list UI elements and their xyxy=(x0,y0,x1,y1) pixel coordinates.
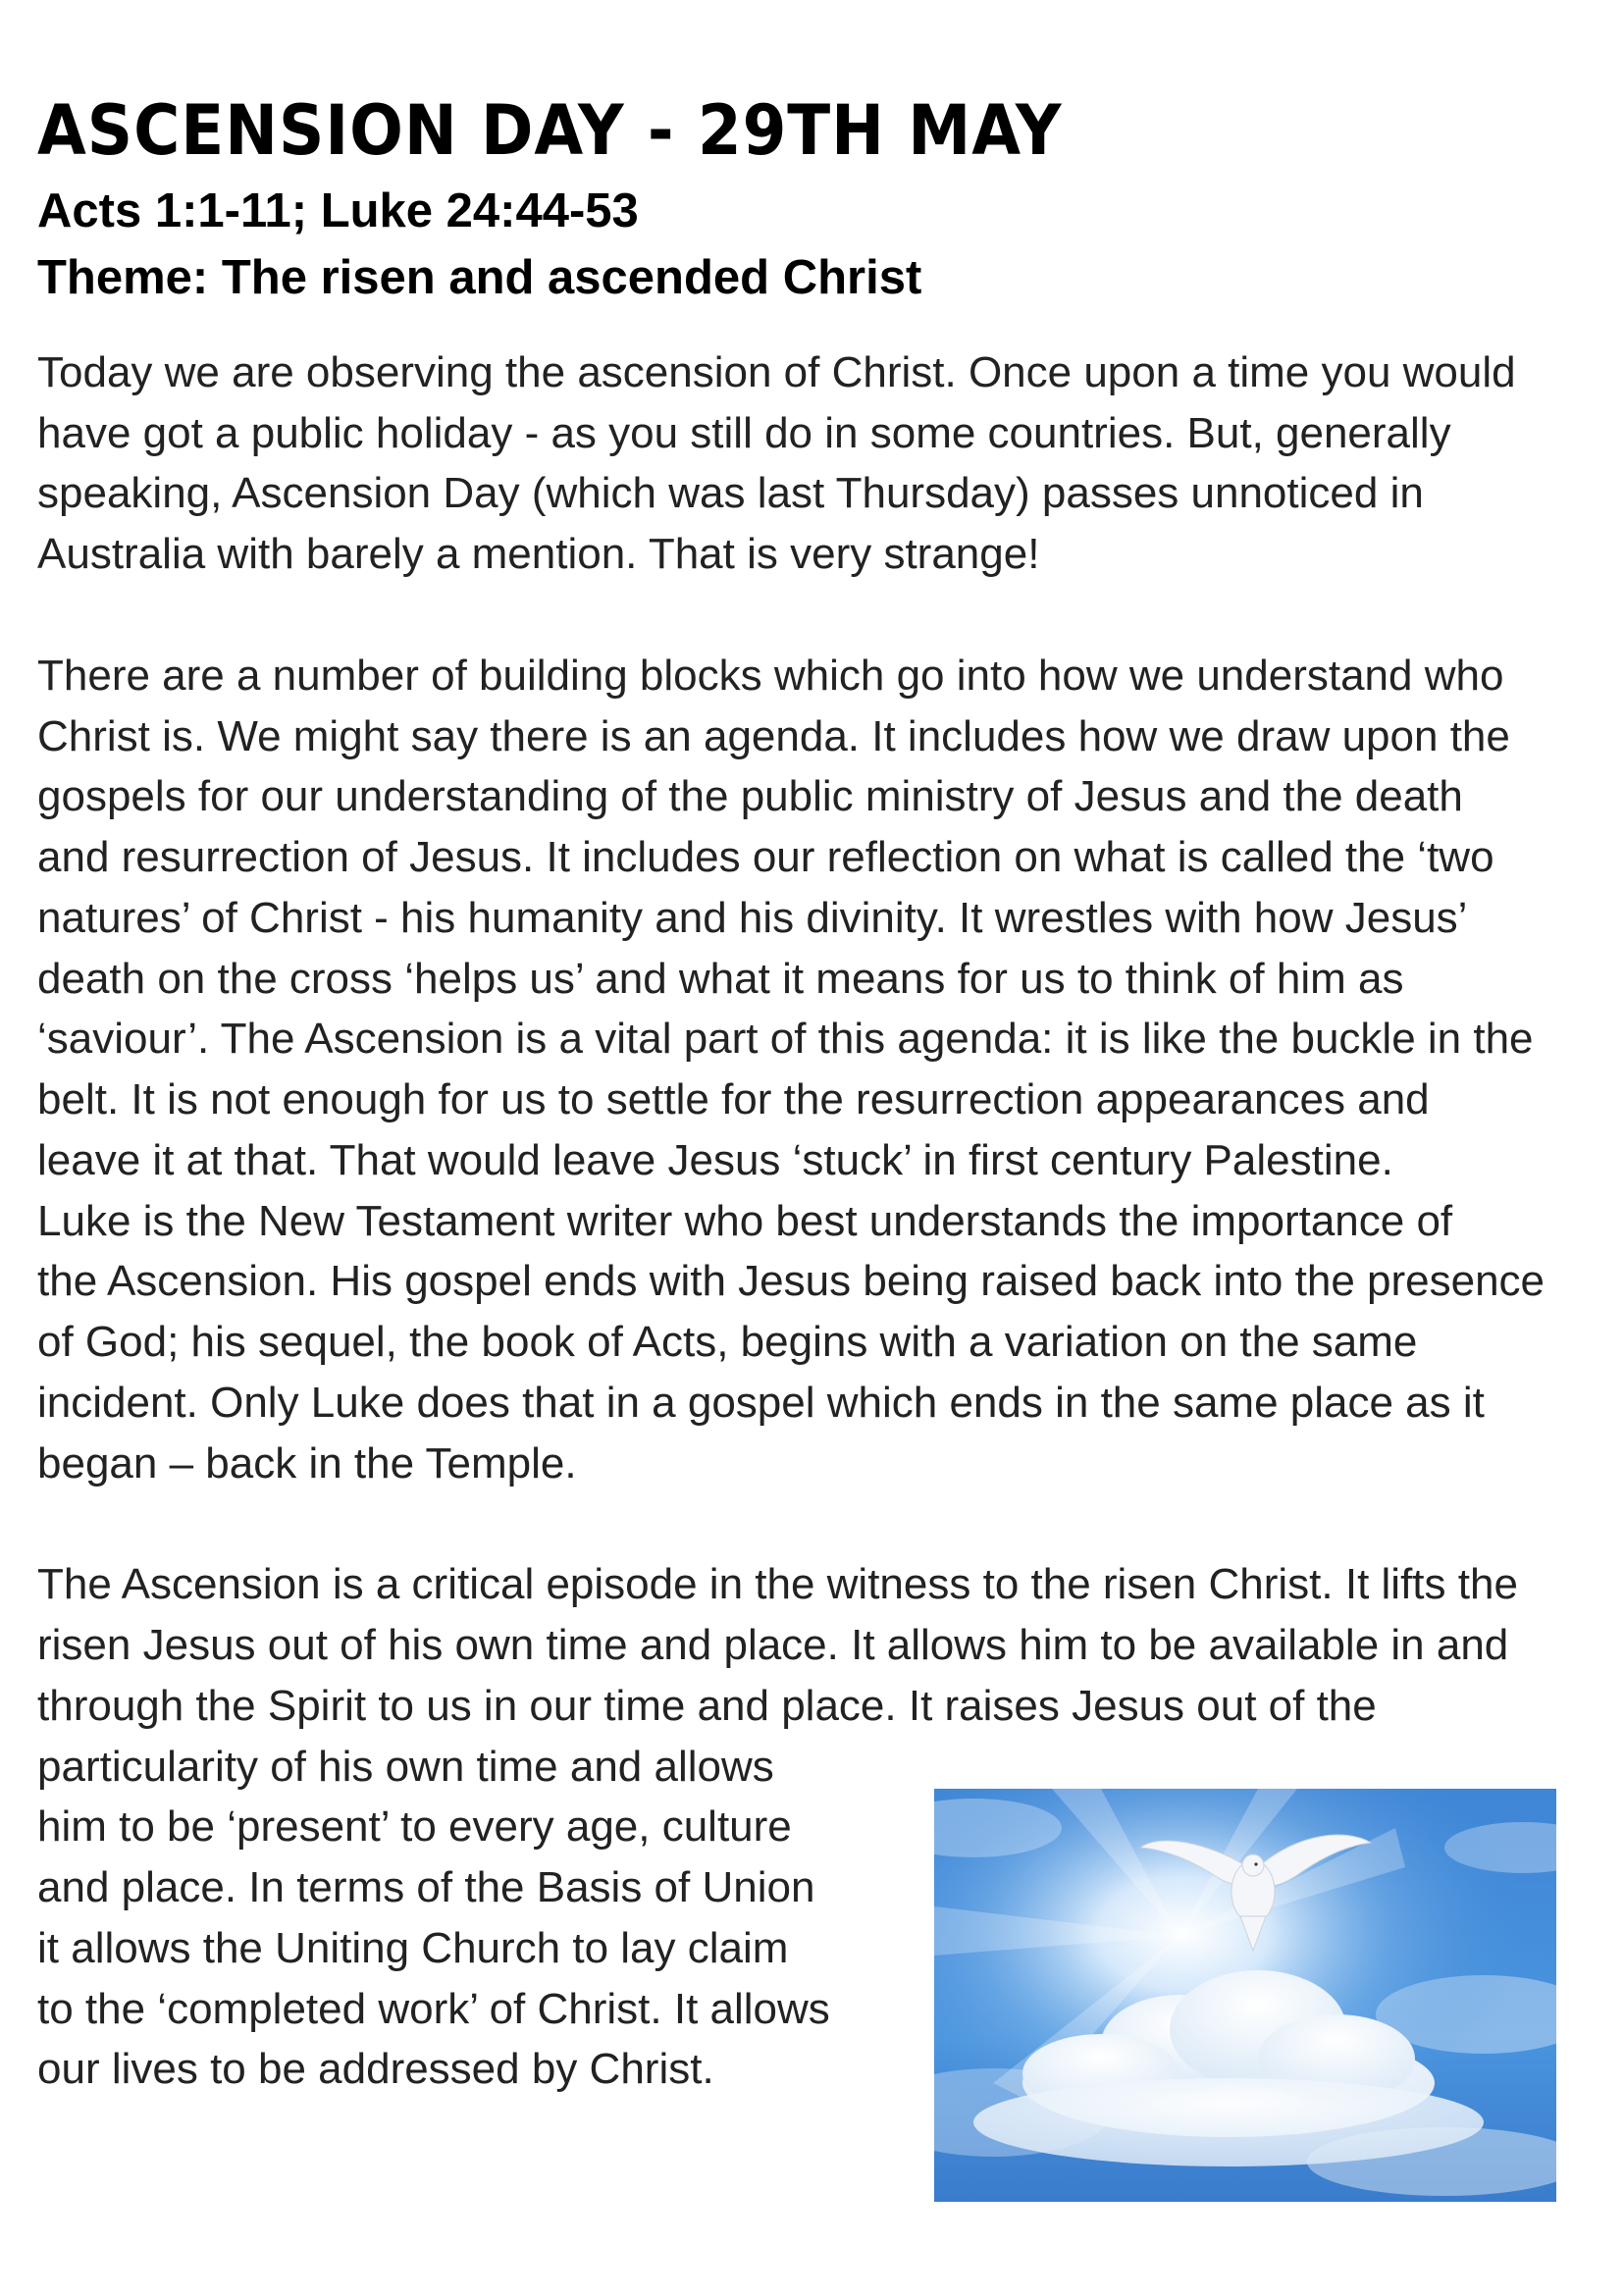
body-line: particularity of his own time and allows xyxy=(37,1743,774,1791)
dove-sky-illustration xyxy=(934,1789,1556,2202)
body-line: death on the cross ‘helps us’ and what it means for us to think of him as xyxy=(37,955,1404,1003)
body-line: Australia with barely a mention. That is very strange! xyxy=(37,530,1040,578)
body-line: of God; his sequel, the book of Acts, begins with a variation on the same xyxy=(37,1318,1418,1366)
body-line: There are a number of building blocks which go into how we understand who xyxy=(37,652,1504,700)
body-line: Luke is the New Testament writer who best understands the importance of xyxy=(37,1197,1453,1245)
theme-heading: Theme: The risen and ascended Christ xyxy=(37,251,922,304)
body-line: belt. It is not enough for us to settle for the resurrection appearances and xyxy=(37,1075,1430,1123)
body-line: incident. Only Luke does that in a gospel which ends in the same place as it xyxy=(37,1379,1485,1427)
body-line: leave it at that. That would leave Jesus ‘stuck’ in first century Palestine. xyxy=(37,1136,1393,1184)
body-line: began – back in the Temple. xyxy=(37,1439,577,1487)
page-title: ASCENSION DAY - 29TH MAY xyxy=(37,90,1063,171)
body-line: the Ascension. His gospel ends with Jesus being raised back into the presence xyxy=(37,1257,1545,1305)
body-line: through the Spirit to us in our time and place. It raises Jesus out of the xyxy=(37,1682,1377,1730)
body-line: speaking, Ascension Day (which was last Thursday) passes unnoticed in xyxy=(37,469,1424,517)
body-line: and place. In terms of the Basis of Union xyxy=(37,1863,815,1911)
body-line: natures’ of Christ - his humanity and his divinity. It wrestles with how Jesus’ xyxy=(37,894,1468,942)
dove-sky-photo xyxy=(934,1789,1556,2202)
body-line: to the ‘completed work’ of Christ. It allows xyxy=(37,1985,830,2033)
body-line: our lives to be addressed by Christ. xyxy=(37,2045,714,2093)
body-line: gospels for our understanding of the public ministry of Jesus and the death xyxy=(37,772,1463,820)
body-line: it allows the Uniting Church to lay claim xyxy=(37,1924,789,1972)
body-line: The Ascension is a critical episode in the witness to the risen Christ. It lifts the xyxy=(37,1560,1518,1608)
body-line: and resurrection of Jesus. It includes our reflection on what is called the ‘two xyxy=(37,833,1494,881)
body-line: have got a public holiday - as you still do in some countries. But, generally xyxy=(37,409,1451,457)
body-line: ‘saviour’. The Ascension is a vital part of this agenda: it is like the buckle in the xyxy=(37,1015,1534,1063)
body-line: Christ is. We might say there is an agenda. It includes how we draw upon the xyxy=(37,712,1510,760)
body-line: Today we are observing the ascension of Christ. Once upon a time you would xyxy=(37,348,1516,396)
body-line: him to be ‘present’ to every age, culture xyxy=(37,1802,792,1851)
scripture-reference: Acts 1:1-11; Luke 24:44-53 xyxy=(37,184,639,237)
body-line: risen Jesus out of his own time and place. It allows him to be available in and xyxy=(37,1621,1509,1669)
